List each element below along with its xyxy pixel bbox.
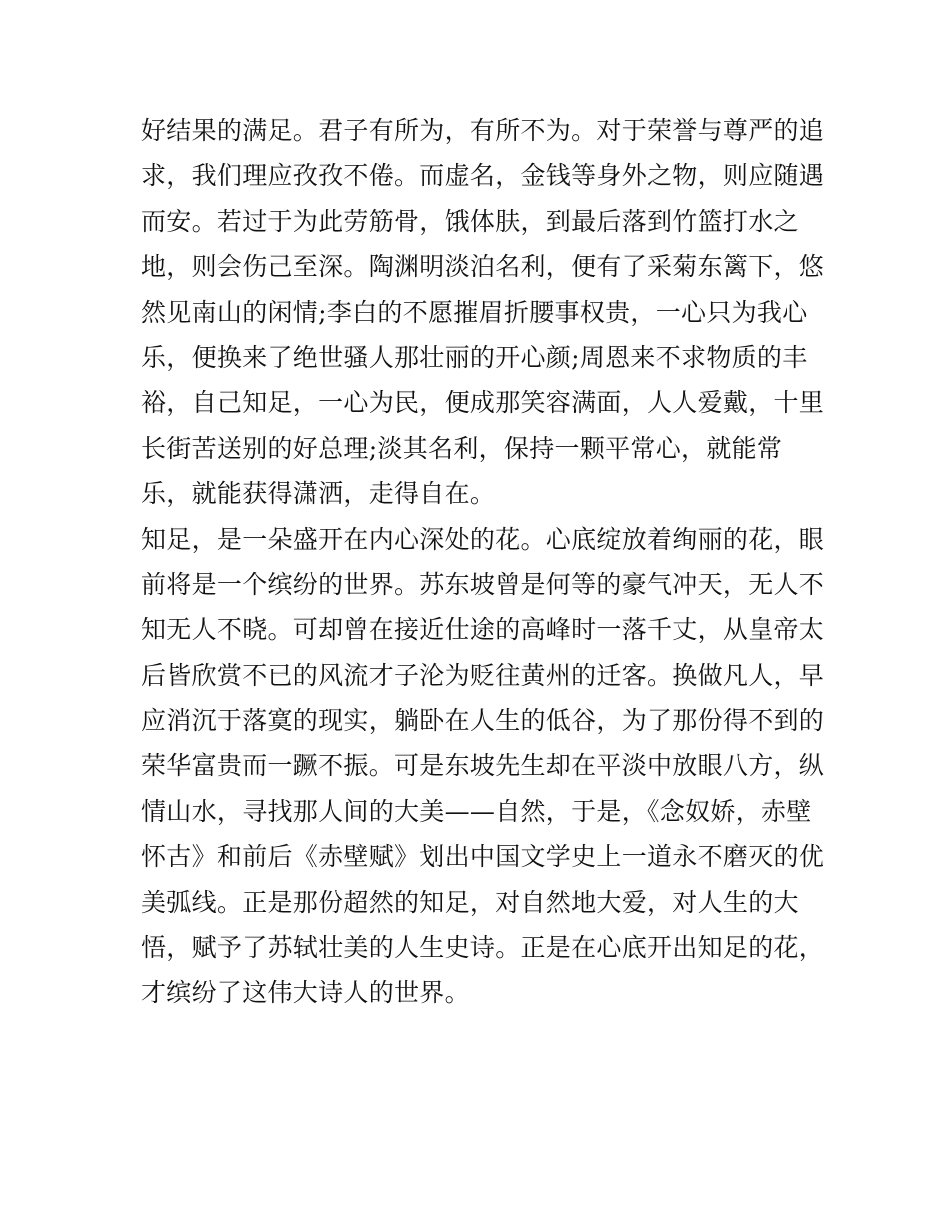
text-line: 知足，是一朵盛开在内心深处的花。心底绽放着绚丽的花，眼 xyxy=(141,524,825,554)
text-line: 求，我们理应孜孜不倦。而虚名，金钱等身外之物，则应随遇 xyxy=(141,161,825,191)
text-line: 才缤纷了这伟大诗人的世界。 xyxy=(141,978,470,1008)
text-line: 地，则会伤己至深。陶渊明淡泊名利，便有了采菊东篱下，悠 xyxy=(141,252,825,282)
text-line: 乐，便换来了绝世骚人那壮丽的开心颜;周恩来不求物质的丰 xyxy=(141,342,808,372)
text-line: 荣华富贵而一蹶不振。可是东坡先生却在平淡中放眼八方，纵 xyxy=(141,751,825,781)
text-line: 悟，赋予了苏轼壮美的人生史诗。正是在心底开出知足的花， xyxy=(141,933,825,963)
text-line: 然见南山的闲情;李白的不愿摧眉折腰事权贵，一心只为我心 xyxy=(141,297,808,327)
text-line: 长街苦送别的好总理;淡其名利，保持一颗平常心，就能常 xyxy=(141,433,783,463)
text-line: 裕，自己知足，一心为民，便成那笑容满面，人人爱戴，十里 xyxy=(141,388,825,418)
text-line: 乐，就能获得潇洒，走得自在。 xyxy=(141,479,496,509)
text-line: 美弧线。正是那份超然的知足，对自然地大爱，对人生的大 xyxy=(141,887,799,917)
paragraph-1 xyxy=(141,108,825,517)
paragraph-2 xyxy=(141,517,825,1016)
text-line: 前将是一个缤纷的世界。苏东坡曾是何等的豪气冲天，无人不 xyxy=(141,569,825,599)
text-line: 情山水，寻找那人间的大美——自然，于是，《念奴娇，赤壁 xyxy=(141,796,812,826)
text-line: 怀古》和前后《赤壁赋》划出中国文学史上一道永不磨灭的优 xyxy=(141,842,825,872)
document-body xyxy=(141,108,825,1016)
text-line: 后皆欣赏不已的风流才子沦为贬往黄州的迁客。换做凡人，早 xyxy=(141,660,825,690)
text-line: 知无人不晓。可却曾在接近仕途的高峰时一落千丈，从皇帝太 xyxy=(141,615,825,645)
text-line: 应消沉于落寞的现实，躺卧在人生的低谷，为了那份得不到的 xyxy=(141,706,825,736)
text-line: 好结果的满足。君子有所为，有所不为。对于荣誉与尊严的追 xyxy=(141,116,825,145)
text-line: 而安。若过于为此劳筋骨，饿体肤，到最后落到竹篮打水之 xyxy=(141,206,799,236)
